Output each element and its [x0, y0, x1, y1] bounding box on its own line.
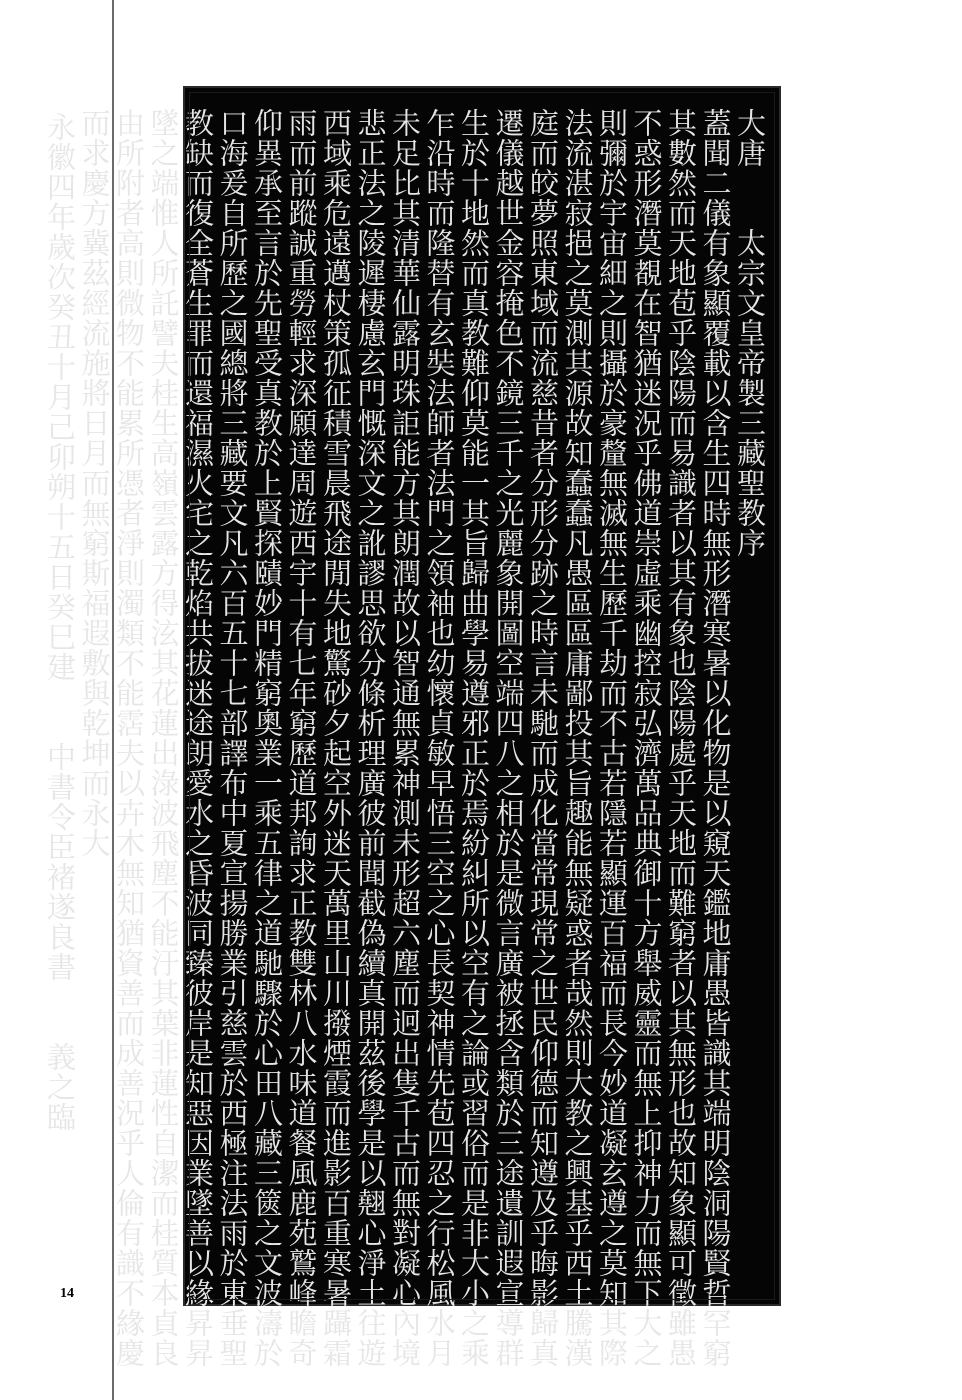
text-column: 庭而皎夢照東域而流慈昔者分形分跡之時言未馳而成化當常現常之世民仰德而知遵及乎晦影歸真 — [526, 108, 560, 1368]
text-column: 墜之端惟人所託譬夫桂生高嶺雲露方得泫其花蓮出淥波飛塵不能汙其葉非蓮性自潔而桂質本貞良 — [146, 108, 181, 1368]
text-column: 未足比其清華仙露明珠詎能方其朗潤故以智通無累神測未形超六塵而迥出隻千古而無對凝心內境 — [388, 108, 422, 1368]
text-column: 法流湛寂挹之莫測其源故知蠢蠢凡愚區區庸鄙投其旨趣能無疑惑者哉然則大教之興基乎西土騰漢 — [560, 108, 595, 1368]
text-column-title: 大唐 太宗文皇帝製三藏聖教序 — [733, 108, 767, 558]
text-column: 蓋聞二儀有象顯覆載以含生四時無形潛寒暑以化物是以窺天鑑地庸愚皆識其端明陰洞陽賢哲罕窮 — [698, 108, 733, 1368]
text-column: 由所附者高則微物不能累所憑者淨則濁類不能霑夫以卉木無知猶資善而成善況乎人倫有識不緣慶 — [112, 108, 146, 1368]
text-column: 口海爰自所歷之國總將三藏要文凡六百五十七部譯布中夏宣揚勝業引慈雲於西極注法雨於東垂聖 — [215, 108, 250, 1368]
page-number: 14 — [60, 1286, 74, 1301]
text-column: 仰異承至言於先聖受真教於上賢探賾妙門精窮奧業一乘五律之道馳驟於心田八藏三篋之文波濤於 — [250, 108, 284, 1368]
text-column: 而求慶方冀茲經流施將日月而無窮斯福遐敷與乾坤而永大 — [77, 108, 112, 858]
text-column: 教缺而復全蒼生罪而還福濕火宅之乾焰共拔迷途朗愛水之昏波同臻彼岸是知惡因業墜善以緣昇昇 — [181, 108, 215, 1368]
text-column: 悲正法之陵遲棲慮玄門慨深文之訛謬思欲分條析理廣彼前聞截偽續真開茲後學是以翹心淨土往遊 — [353, 108, 388, 1368]
text-column: 其數然而天地苞乎陰陽而易識者以其有象也陰陽處乎天地而難窮者以其無形也故知象顯可徵雖愚 — [664, 108, 698, 1368]
text-column: 雨而前蹤誠重勞輕求深願達周遊西宇十有七年窮歷道邦詢求正教雙林八水味道餐風鹿苑鷲峰瞻奇 — [284, 108, 319, 1368]
text-column-colophon: 永徽四年歲次癸丑十月己卯朔十五日癸巳建 中書令臣褚遂良書 義之臨 — [43, 112, 77, 1132]
text-column: 乍沿時而隆替有玄奘法師者法門之領袖也幼懷貞敏早悟三空之心長契神情先苞四忍之行松風水月 — [422, 108, 457, 1368]
text-column: 則彌於宇宙細之則攝於豪釐無滅無生歷千劫而不古若隱若顯運百福而長今妙道凝玄遵之莫知其際 — [595, 108, 629, 1368]
text-column: 遷儀越世金容掩色不鏡三千之光麗象開圖空端四八之相於是微言廣被拯含類於三途遺訓遐宣導群 — [491, 108, 526, 1368]
text-column: 西域乘危遠邁杖策孤征積雪晨飛途閒失地驚砂夕起空外迷天萬里山川撥煙霞而進影百重寒暑躡霜 — [319, 108, 353, 1368]
text-column: 不惑形潛莫覩在智猶迷況乎佛道崇虛乘幽控寂弘濟萬品典御十方舉威靈而無上抑神力而無下大之 — [629, 108, 664, 1368]
text-column: 生於十地然而真教難仰莫能一其旨歸曲學易遵邪正於焉紛糾所以空有之論或習俗而是非大小之乘 — [457, 108, 491, 1368]
